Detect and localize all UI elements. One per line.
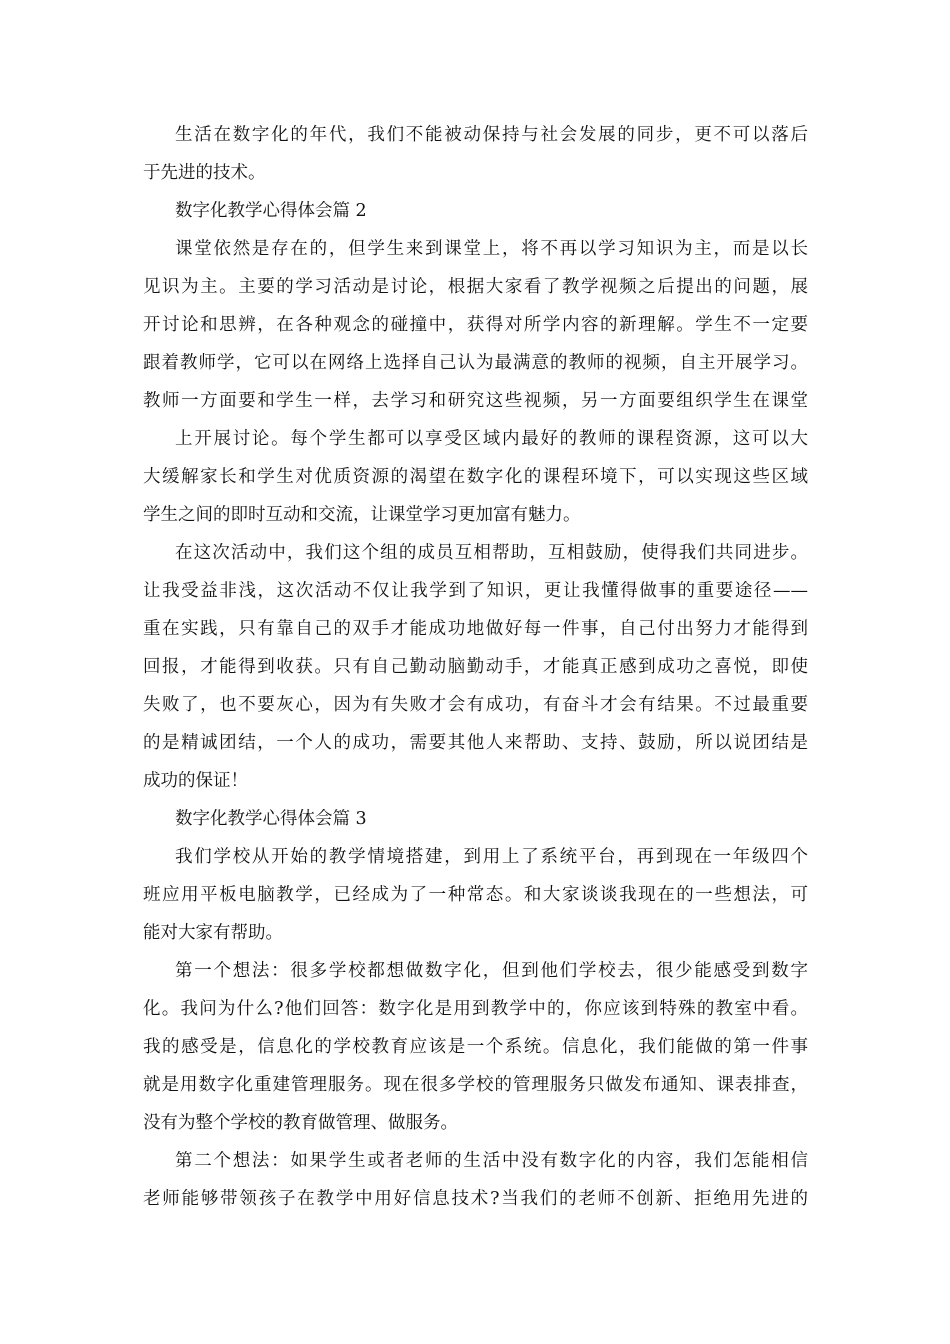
text-line: 学生之间的即时互动和交流，让课堂学习更加富有魅力。 — [143, 505, 581, 525]
section-heading: 数字化教学心得体会篇 3 — [175, 809, 367, 829]
text-line: 见识为主。主要的学习活动是讨论，根据大家看了教学视频之后提出的问题，展 — [143, 277, 808, 297]
text-line: 第一个想法：很多学校都想做数字化，但到他们学校去，很少能感受到数字 — [175, 961, 808, 981]
text-line: 就是用数字化重建管理服务。现在很多学校的管理服务只做发布通知、课表排查， — [143, 1075, 808, 1095]
text-line: 能对大家有帮助。 — [143, 923, 283, 943]
text-line: 第二个想法：如果学生或者老师的生活中没有数字化的内容，我们怎能相信 — [175, 1151, 808, 1171]
text-line: 于先进的技术。 — [143, 163, 266, 183]
text-line: 课堂依然是存在的，但学生来到课堂上，将不再以学习知识为主，而是以长 — [175, 239, 808, 259]
text-line: 老师能够带领孩子在教学中用好信息技术?当我们的老师不创新、拒绝用先进的 — [143, 1189, 808, 1209]
text-line: 大缓解家长和学生对优质资源的渴望在数字化的课程环境下，可以实现这些区域 — [143, 467, 808, 487]
text-line: 我们学校从开始的教学情境搭建，到用上了系统平台，再到现在一年级四个 — [175, 847, 808, 867]
text-line: 班应用平板电脑教学，已经成为了一种常态。和大家谈谈我现在的一些想法，可 — [143, 885, 808, 905]
text-line: 的是精诚团结，一个人的成功，需要其他人来帮助、支持、鼓励，所以说团结是 — [143, 733, 808, 753]
text-line: 失败了，也不要灰心，因为有失败才会有成功，有奋斗才会有结果。不过最重要 — [143, 695, 808, 715]
text-line: 成功的保证！ — [143, 771, 248, 791]
text-line: 重在实践，只有靠自己的双手才能成功地做好每一件事，自己付出努力才能得到 — [143, 619, 808, 639]
text-line: 让我受益非浅，这次活动不仅让我学到了知识，更让我懂得做事的重要途径—— — [143, 581, 808, 601]
text-line: 回报，才能得到收获。只有自己勤动脑勤动手，才能真正感到成功之喜悦，即使 — [143, 657, 808, 677]
text-line: 没有为整个学校的教育做管理、做服务。 — [143, 1113, 458, 1133]
text-line: 跟着教师学，它可以在网络上选择自己认为最满意的教师的视频，自主开展学习。 — [143, 353, 808, 373]
text-line: 上开展讨论。每个学生都可以享受区域内最好的教师的课程资源，这可以大 — [175, 429, 808, 449]
text-line: 我的感受是，信息化的学校教育应该是一个系统。信息化，我们能做的第一件事 — [143, 1037, 808, 1057]
text-line: 在这次活动中，我们这个组的成员互相帮助，互相鼓励，使得我们共同进步。 — [175, 543, 808, 563]
text-line: 生活在数字化的年代，我们不能被动保持与社会发展的同步，更不可以落后 — [175, 125, 808, 145]
section-heading: 数字化教学心得体会篇 2 — [175, 201, 367, 221]
text-line: 化。我问为什么?他们回答：数字化是用到教学中的，你应该到特殊的教室中看。 — [143, 999, 808, 1019]
text-line: 教师一方面要和学生一样，去学习和研究这些视频，另一方面要组织学生在课堂 — [143, 391, 808, 411]
text-line: 开讨论和思辨，在各种观念的碰撞中，获得对所学内容的新理解。学生不一定要 — [143, 315, 808, 335]
